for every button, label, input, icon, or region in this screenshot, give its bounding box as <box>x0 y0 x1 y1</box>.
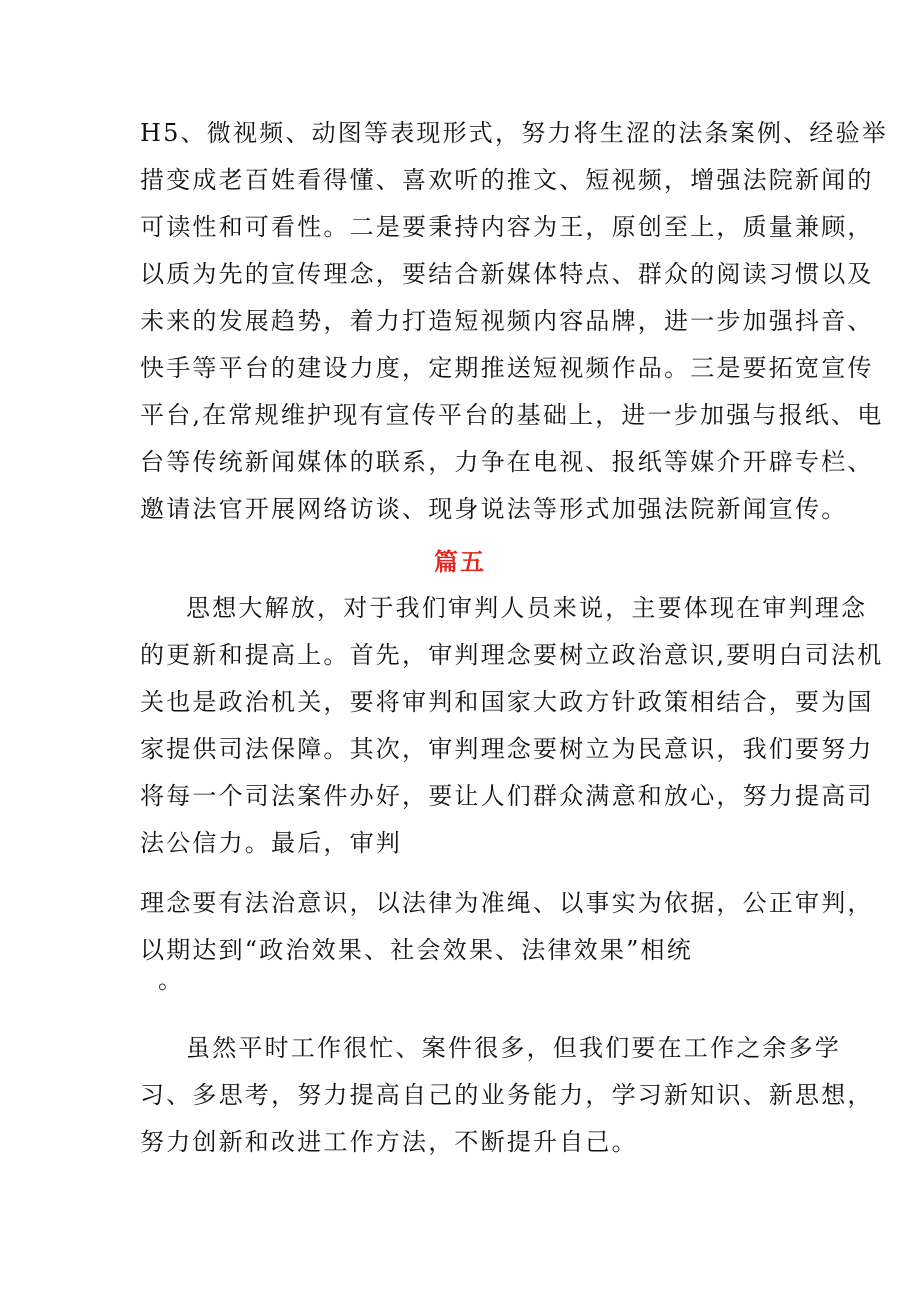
text-line: 措变成老百姓看得懂、喜欢听的推文、短视频，增强法院新闻的 <box>140 166 874 194</box>
text-line: 未来的发展趋势，着力打造短视频内容品牌，进一步加强抖音、 <box>140 307 874 335</box>
text-line: 台等传统新闻媒体的联系，力争在电视、报纸等媒介开辟专栏、 <box>140 448 874 476</box>
text-line: 法公信力。最后，审判 <box>140 829 402 857</box>
text-line: 关也是政治机关，要将审判和国家大政方针政策相结合，要为国 <box>140 688 874 716</box>
section-heading: 篇五 <box>434 547 486 576</box>
text-line: 将每一个司法案件办好，要让人们群众满意和放心，努力提高司 <box>140 782 874 810</box>
text-line: 平台,在常规维护现有宣传平台的基础上，进一步加强与报纸、电 <box>140 401 884 429</box>
text-line: 努力创新和改进工作方法，不断提升自己。 <box>140 1128 638 1156</box>
text-line: 可读性和可看性。二是要秉持内容为王，原创至上，质量兼顾， <box>140 213 874 241</box>
text-line: 以质为先的宣传理念，要结合新媒体特点、群众的阅读习惯以及 <box>140 260 874 288</box>
text-line: 虽然平时工作很忙、案件很多，但我们要在工作之余多学 <box>186 1034 841 1062</box>
text-line: 习、多思考，努力提高自己的业务能力，学习新知识、新思想， <box>140 1081 874 1109</box>
text-line: 以期达到“政治效果、社会效果、法律效果”相统 <box>140 936 693 964</box>
text-line: 家提供司法保障。其次，审判理念要树立为民意识，我们要努力 <box>140 735 874 763</box>
text-line: H5、微视频、动图等表现形式，努力将生涩的法条案例、经验举 <box>140 119 888 147</box>
text-line: 理念要有法治意识，以法律为准绳、以事实为依据，公正审判， <box>140 889 874 917</box>
text-line: 快手等平台的建设力度，定期推送短视频作品。三是要拓宽宣传 <box>140 354 874 382</box>
text-line: 。 <box>158 966 185 994</box>
text-line: 邀请法官开展网络访谈、现身说法等形式加强法院新闻宣传。 <box>140 495 848 523</box>
text-line: 的更新和提高上。首先，审判理念要树立政治意识,要明白司法机 <box>140 641 884 669</box>
text-line: 思想大解放，对于我们审判人员来说，主要体现在审判理念 <box>186 594 868 622</box>
